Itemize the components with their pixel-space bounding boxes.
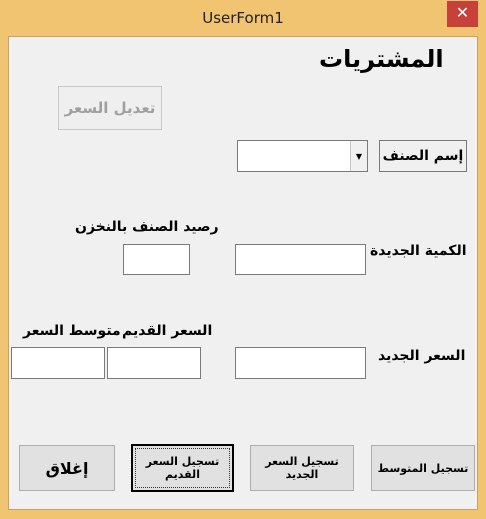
stock-balance-label: رصيد الصنف بالنخزن [75, 219, 219, 235]
old-price-field[interactable] [107, 347, 201, 379]
chevron-down-icon[interactable]: ▼ [350, 141, 367, 171]
average-price-field[interactable] [11, 347, 105, 379]
new-quantity-label: الكمية الجديدة [370, 243, 467, 259]
record-new-price-button[interactable]: تسجيل السعر الجديد [250, 445, 354, 491]
new-price-field[interactable] [235, 347, 366, 379]
new-quantity-field[interactable] [235, 244, 366, 275]
form-client-area [8, 36, 478, 510]
close-icon: ✕ [455, 3, 470, 22]
new-price-label: السعر الجديد [378, 348, 466, 364]
average-price-label: متوسط السعر [23, 323, 121, 339]
record-average-button[interactable]: تسجيل المتوسط [371, 445, 475, 491]
window-title: UserForm1 [202, 9, 284, 27]
close-button[interactable]: إغلاق [19, 445, 115, 491]
close-window-button[interactable] [447, 1, 478, 27]
title-bar[interactable] [0, 0, 486, 36]
item-name-label: إسم الصنف [379, 140, 467, 172]
item-combo[interactable] [237, 140, 368, 172]
old-price-label: السعر القديم [122, 323, 213, 339]
edit-price-button[interactable]: تعديل السعر [58, 86, 162, 130]
record-old-price-button[interactable]: تسجيل السعر القديم [131, 444, 234, 492]
stock-balance-field[interactable] [123, 244, 190, 275]
form-heading: المشتريات [319, 45, 444, 73]
